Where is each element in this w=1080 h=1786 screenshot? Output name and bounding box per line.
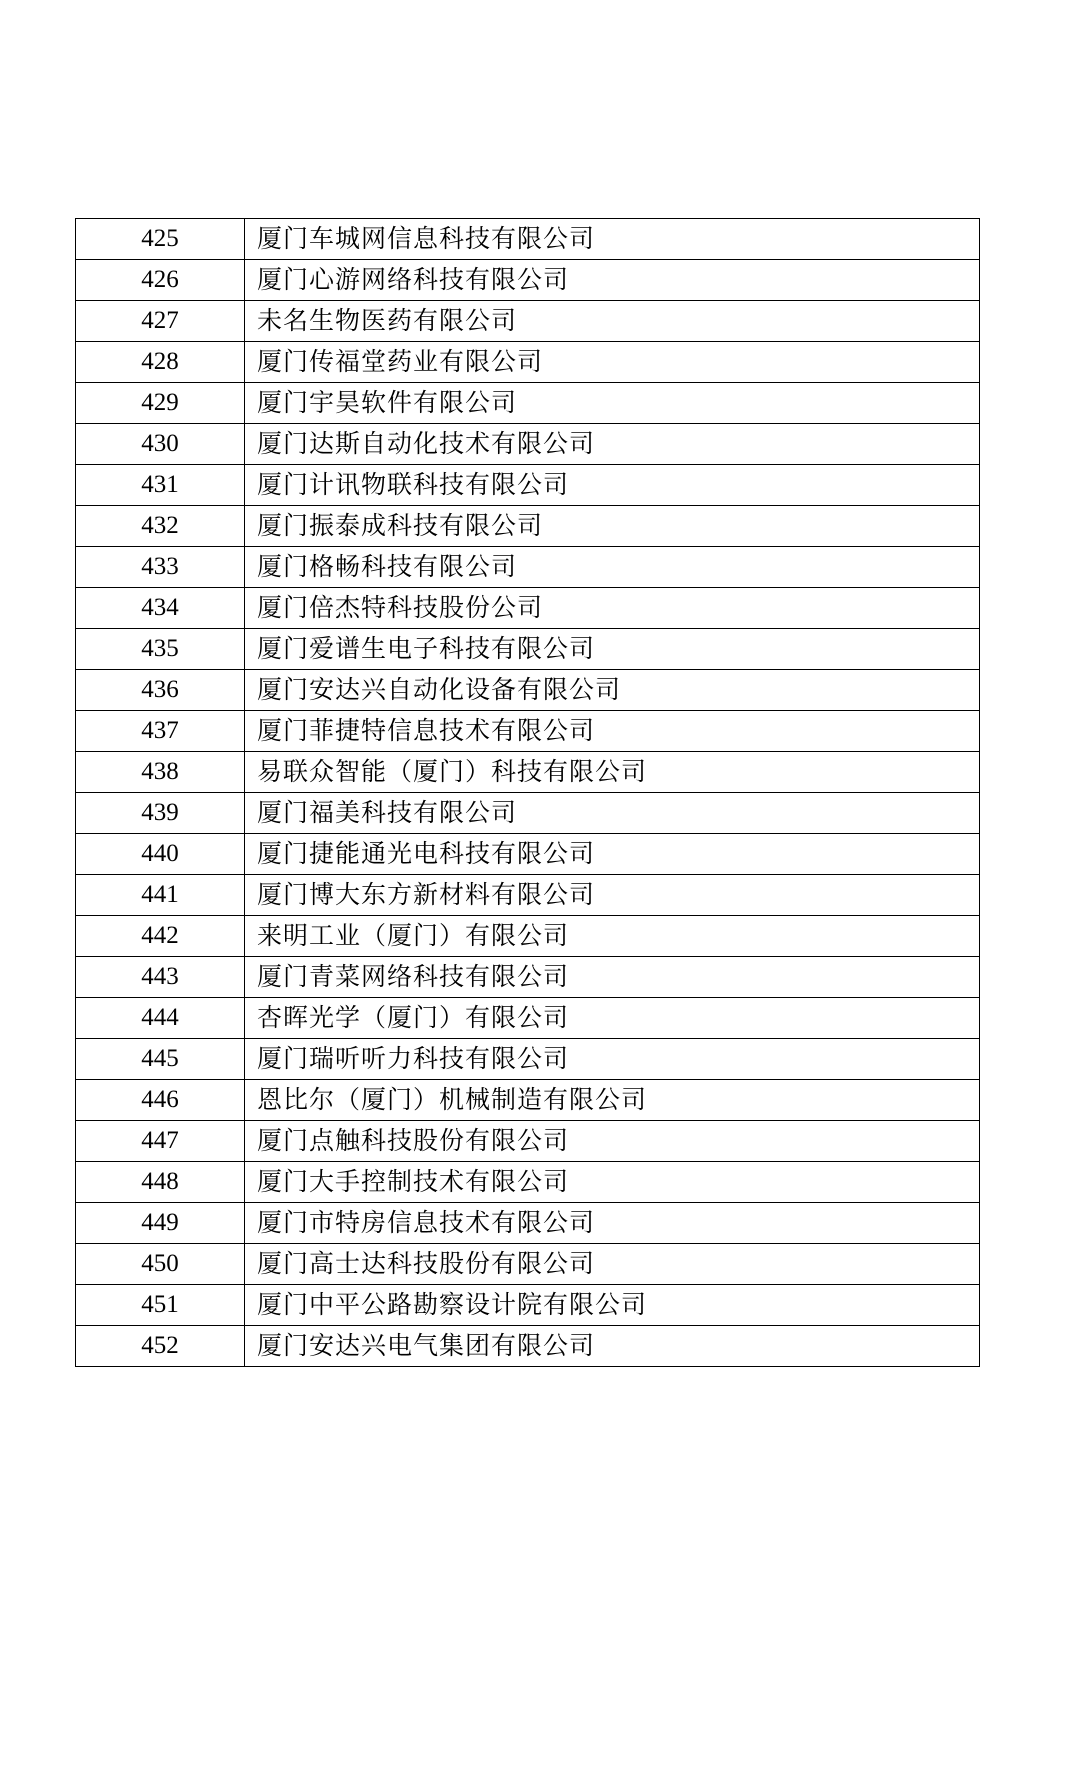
table-row (76, 793, 980, 834)
company-name: 厦门安达兴电气集团有限公司 (245, 1326, 980, 1367)
table-row (76, 465, 980, 506)
company-name: 厦门捷能通光电科技有限公司 (245, 834, 980, 875)
row-number: 433 (76, 547, 245, 588)
company-name: 厦门安达兴自动化设备有限公司 (245, 670, 980, 711)
row-number: 452 (76, 1326, 245, 1367)
company-name: 厦门菲捷特信息技术有限公司 (245, 711, 980, 752)
row-number: 448 (76, 1162, 245, 1203)
company-name: 厦门格畅科技有限公司 (245, 547, 980, 588)
company-name: 厦门大手控制技术有限公司 (245, 1162, 980, 1203)
company-name: 厦门心游网络科技有限公司 (245, 260, 980, 301)
table-row (76, 506, 980, 547)
row-number: 425 (76, 219, 245, 260)
row-number: 442 (76, 916, 245, 957)
row-number: 451 (76, 1285, 245, 1326)
company-name: 来明工业（厦门）有限公司 (245, 916, 980, 957)
row-number: 439 (76, 793, 245, 834)
row-number: 432 (76, 506, 245, 547)
table-row (76, 1244, 980, 1285)
company-name: 厦门振泰成科技有限公司 (245, 506, 980, 547)
company-name: 厦门高士达科技股份有限公司 (245, 1244, 980, 1285)
company-name: 厦门瑞听听力科技有限公司 (245, 1039, 980, 1080)
table-row (76, 342, 980, 383)
table-row (76, 219, 980, 260)
table-row (76, 670, 980, 711)
table-row (76, 629, 980, 670)
table-row (76, 1080, 980, 1121)
table-row (76, 588, 980, 629)
company-name: 厦门市特房信息技术有限公司 (245, 1203, 980, 1244)
table-row (76, 1285, 980, 1326)
company-name: 厦门博大东方新材料有限公司 (245, 875, 980, 916)
table-row (76, 711, 980, 752)
row-number: 440 (76, 834, 245, 875)
company-name: 厦门计讯物联科技有限公司 (245, 465, 980, 506)
table-row (76, 1121, 980, 1162)
table-row (76, 1039, 980, 1080)
company-name: 厦门传福堂药业有限公司 (245, 342, 980, 383)
company-name: 杏晖光学（厦门）有限公司 (245, 998, 980, 1039)
row-number: 436 (76, 670, 245, 711)
row-number: 427 (76, 301, 245, 342)
table-row (76, 1326, 980, 1367)
row-number: 426 (76, 260, 245, 301)
company-name: 厦门车城网信息科技有限公司 (245, 219, 980, 260)
table-row (76, 998, 980, 1039)
company-list-table (75, 218, 980, 1367)
company-name: 厦门宇昊软件有限公司 (245, 383, 980, 424)
company-list-body (76, 219, 980, 1367)
company-name: 厦门达斯自动化技术有限公司 (245, 424, 980, 465)
row-number: 430 (76, 424, 245, 465)
row-number: 438 (76, 752, 245, 793)
row-number: 441 (76, 875, 245, 916)
company-name: 未名生物医药有限公司 (245, 301, 980, 342)
table-row (76, 834, 980, 875)
table-row (76, 383, 980, 424)
row-number: 429 (76, 383, 245, 424)
row-number: 434 (76, 588, 245, 629)
table-row (76, 752, 980, 793)
company-name: 厦门福美科技有限公司 (245, 793, 980, 834)
row-number: 435 (76, 629, 245, 670)
company-name: 厦门爱谱生电子科技有限公司 (245, 629, 980, 670)
table-row (76, 547, 980, 588)
company-name: 恩比尔（厦门）机械制造有限公司 (245, 1080, 980, 1121)
row-number: 428 (76, 342, 245, 383)
company-name: 厦门倍杰特科技股份公司 (245, 588, 980, 629)
row-number: 446 (76, 1080, 245, 1121)
company-name: 厦门中平公路勘察设计院有限公司 (245, 1285, 980, 1326)
table-row (76, 424, 980, 465)
company-name: 易联众智能（厦门）科技有限公司 (245, 752, 980, 793)
table-row (76, 301, 980, 342)
table-row (76, 875, 980, 916)
table-row (76, 260, 980, 301)
company-name: 厦门青菜网络科技有限公司 (245, 957, 980, 998)
row-number: 445 (76, 1039, 245, 1080)
company-name: 厦门点触科技股份有限公司 (245, 1121, 980, 1162)
table-row (76, 916, 980, 957)
row-number: 443 (76, 957, 245, 998)
row-number: 431 (76, 465, 245, 506)
table-row (76, 1162, 980, 1203)
row-number: 449 (76, 1203, 245, 1244)
table-row (76, 957, 980, 998)
row-number: 450 (76, 1244, 245, 1285)
row-number: 437 (76, 711, 245, 752)
row-number: 447 (76, 1121, 245, 1162)
row-number: 444 (76, 998, 245, 1039)
table-row (76, 1203, 980, 1244)
